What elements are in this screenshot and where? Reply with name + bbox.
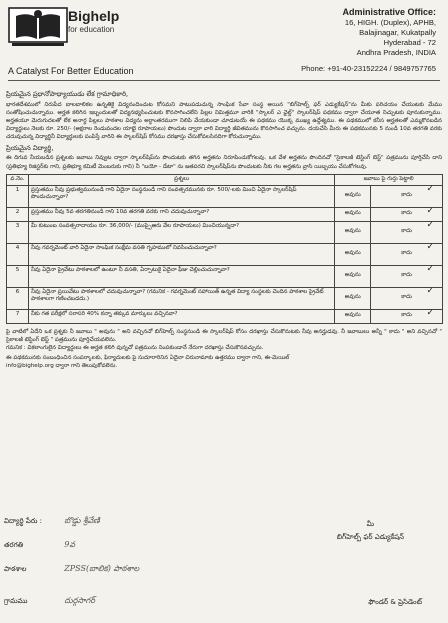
question-row [7,309,443,323]
question-row [7,287,443,309]
check-mark-icon: ✓ [426,183,434,194]
question-number: 6 [7,287,29,309]
check-mark-icon: ✓ [426,285,434,296]
signature-title: ఫౌండర్ & ప్రెసిడెంట్ [368,598,422,606]
office-address [301,6,436,74]
question-row [7,221,443,243]
header-divider [8,80,440,81]
answer-yes-option[interactable]: అవును [335,309,371,323]
village-label: గ్రామము [4,597,28,605]
check-mark-icon: ✓ [426,241,434,252]
question-text: మీ కుటుంబ సంవత్సరాదాయం రూ. 36,000/- (ముప్పైఆరు వేల రూపాయలు) మించియున్నదా? [28,221,334,243]
question-row [7,243,443,265]
answer-no-label: కాదు [401,312,412,319]
question-number: 7 [7,309,29,323]
salutation-student: ప్రియమైన విద్యార్థి, [6,144,54,153]
question-number: 5 [7,265,29,287]
question-text: నీవు గవర్నమెంట్ వారి ఏదైనా సాంఘిక సంక్షేమ వసతి గృహములో నివసించుచున్నావా? [28,243,334,265]
check-mark-icon: ✓ [426,263,434,274]
student-name-value: బొడ్డు శ్రీవేణి [64,516,100,525]
answer-no-label: కాదు [401,228,412,235]
office-title: Administrative Office: [342,7,436,17]
signature-yours: మీ [366,520,375,528]
village-row [4,596,95,607]
answer-yes-option[interactable]: అవును [335,221,371,243]
answer-yes-option[interactable]: అవును [335,265,371,287]
student-paragraph: ఈ దిగువ నీయబడిన ప్రశ్నలకు జవాబు నివ్వుట ద్వారా స్కాలర్‌షిప్‌ను పొందుటకు తగిన అర్హతను నిరూపించుకోగలవు. ఒక వేళ అర్హతను పొందినచో "సైకాలజీ టెస్టింగ్ బెస్ట్" పత్రమును పూర్తిచేసి దాని (ప్రతిభ్యూ రిజిస్టర్‌కు గాని, ప్రతిభ్యూ కమిటీ మెంబరుకు గాని) నీ "బయో - డేటా" ను జతపరచి స్కాలర్‌షిప్‌ను పొందుటకు నీకు గల అర్హతను వ్రాసి యిబ్బయు చేసుకోగలవు. [6,155,442,170]
answer-yes-option[interactable]: అవును [335,207,371,221]
answer-no-option[interactable] [371,265,443,287]
school-row [4,564,139,575]
village-value: దుర్గసాగర్ [64,596,96,605]
question-text: ప్రస్తుతము నీవు 5వ తరగతినుండి గాని 10వ తరగతి వరకు గాని చదువుచున్నావా? [28,207,334,221]
phone-number: Phone: +91-40-23152224 / 9849757765 [301,64,436,73]
column-header-number: వ.నెం. [7,174,29,185]
answer-no-label: కాదు [401,294,412,301]
question-text: ప్రస్తుతము నీవు ప్రభుత్వమునుండి గాని ఏదైనా సంస్థనుండి గాని సంవత్సరమునకు రూ. 500/-లకు మించి ఏదైనా స్కాలర్‌షిప్ పొందుచున్నావా? [28,185,334,207]
answer-yes-option[interactable]: అవును [335,243,371,265]
question-number: 4 [7,243,29,265]
school-label: పాఠశాల [4,565,27,573]
address-line: Andhra Pradesh, INDIA [356,48,436,57]
question-text: నీవు ఏదైనా ప్రైవేటు పాఠశాలలో ఉంటూ నీ వసతి, ఏర్పాటుకై ఏదైనా ఫీజు చెల్లించుచున్నావా? [28,265,334,287]
address-line: Hyderabad - 72 [383,38,436,47]
answer-no-option[interactable] [371,185,443,207]
answer-yes-option[interactable]: అవును [335,185,371,207]
answer-no-label: కాదు [401,192,412,199]
contact-paragraph: ఈ పథకమునకు సంబంధించిన సంపర్కాలకు, ఫిర్యాదులకు పై సుదూరారినిన ఏదైనా చిరునామాకు ఉత్తరము ద్వారా గాని, ఈ-మెయిల్ [6,354,290,361]
question-number: 3 [7,221,29,243]
instructions-paragraph: పై వాటిలో ఏదేని ఒక ప్రశ్నకు నీ జవాబు " అవును " అని వచ్చినచో బిగ్‌హెల్ప్ సంస్థనుండి ఈ స్కాలర్‌షిప్ కోసం దరఖాస్తు చేసుకొనుటకు నీవు అనర్హుడవు. నీ జవాబులు అన్నీ " కాదు " అని వచ్చినచో " సైకాలజీ టెస్టింగ్ బెస్ట్ " పత్రమును పూర్తిచేయవలెను. [6,328,442,343]
address-line: 16, HIGH. (Duplex), APHB, [344,18,436,27]
answer-yes-option[interactable]: అవును [335,287,371,309]
answer-no-option[interactable] [371,243,443,265]
answer-no-option[interactable] [371,309,443,323]
question-row [7,185,443,207]
student-name-row [4,516,100,527]
letterhead [6,4,442,90]
class-row [4,540,75,551]
brand-subtitle: for education [68,25,115,34]
answer-no-label: కాదు [401,272,412,279]
brand-name: Bighelp [68,8,120,24]
student-name-label: విద్యార్థి పేరు : [4,517,42,525]
question-text: నీకు గత పరీక్షలో సరాసరి 40% కన్నా తక్కువ మార్కులు వచ్చినవా? [28,309,334,323]
question-row [7,207,443,221]
book-logo-icon [8,6,68,50]
note-paragraph: గమనిక : వికలాంగులైన విద్యార్థులు ఈ అర్హత కలిగి వున్నచో పత్రమును నింపకుండానే నేరుగా దరఖాస్తు చేసుకొనవచ్చును. [6,344,264,351]
signature-org: బిగ్‌హెల్ప్ ఫర్ ఎడ్యుకేషన్ [336,533,404,541]
column-header-answer: జవాబు పై గుర్తు పెట్టాలి [335,174,443,185]
signature-block [337,520,404,543]
eligibility-table [6,174,443,324]
question-number: 1 [7,185,29,207]
check-mark-icon: ✓ [426,307,434,318]
email-line: info@bighelp.org ద్వారా గాని తెలుపుకోవలెను. [6,363,118,370]
question-row [7,265,443,287]
question-number: 2 [7,207,29,221]
answer-no-option[interactable] [371,287,443,309]
check-mark-icon: ✓ [426,205,434,216]
question-text: నీవు ఏదైనా ప్రయివేటు పాఠశాలలో చదువుచున్నావా? (గమనిక - గవర్నమెంట్ సహాయిత్ ఉన్నత విద్యా సంస్థలకు చెందిన పాఠశాల ప్రైవేట్ పాఠశాలగా గణించబడదు.) [28,287,334,309]
address-line: Balajinagar, Kukatpally [359,28,436,37]
answer-no-option[interactable] [371,221,443,243]
class-label: తరగతి [4,541,24,549]
class-value: 9వ [64,540,76,549]
column-header-questions: ప్రశ్నలు [28,174,334,185]
check-mark-icon: ✓ [426,219,434,230]
tagline: A Catalyst For Better Education [8,66,134,76]
school-value: ZPSS(బాలిక) పాఠశాల [64,564,140,573]
answer-no-label: కాదు [401,250,412,257]
salutation-headmaster: ప్రియమైన ప్రధానోపాధ్యాయుడు లేక గ్రామాధికారి, [6,90,129,98]
intro-paragraph: భారతదేశములో నిరుపేద బాలబాలికల ఉన్నతికై విద్యనందించుట కోసమని పాటుపడుచున్న సాంఘిక సేవా సంస్థ అయిన "బిగ్‌హెల్ప్ ఫర్ ఎడ్యుకేషన్"ను మీకు పరిచయం చేయుటకు మేము సంతోషించుచున్నాము. అర్హత కలిగిన ఇబ్బందులతో విద్యనభ్యసించుటకు కొనసాగించలేని పిల్లల నిమిత్తమూ వారికి "స్కాలర్ ఎ ఛైల్డ్" స్కాలర్‌షిప్ పథకము ద్వారా చేయూత నిచ్చుటకు పూనుకున్నాము. అర్హతయూ మెరుగుదలతో లేక అనార్థ పిల్లలు పాఠశాల విద్యను అర్ధాంతరముగా నిలిపి వేయకుండా చూడుటయే ఈ పథకము యొక్క ముఖ్య ఉద్దేశ్యము. ఈ పథకములో కనీస అర్హతలతో ఎమ్మకొనబడిన విద్యార్థులు నెలకు రూ. 250/- (అక్షరాల రెండువందల యాభై రూపాయలు) పొందుట ద్వారా వారి విద్యార్థి జీవితమును కొనసాగించ వచ్చును. దయచేసి మీరు ఈ పథకమునకు 5 నుండి 10వ తరగతి వరకు చదువుచున్న విద్యార్థినీ విద్యార్థులకు పంపిస్తే వారిని ఈ స్కాలర్‌షిప్ కోసము దరఖాస్తు చేసుకోవలసినదిగా కోరుచున్నాము. [6,102,442,141]
answer-no-label: కాదు [401,210,412,217]
